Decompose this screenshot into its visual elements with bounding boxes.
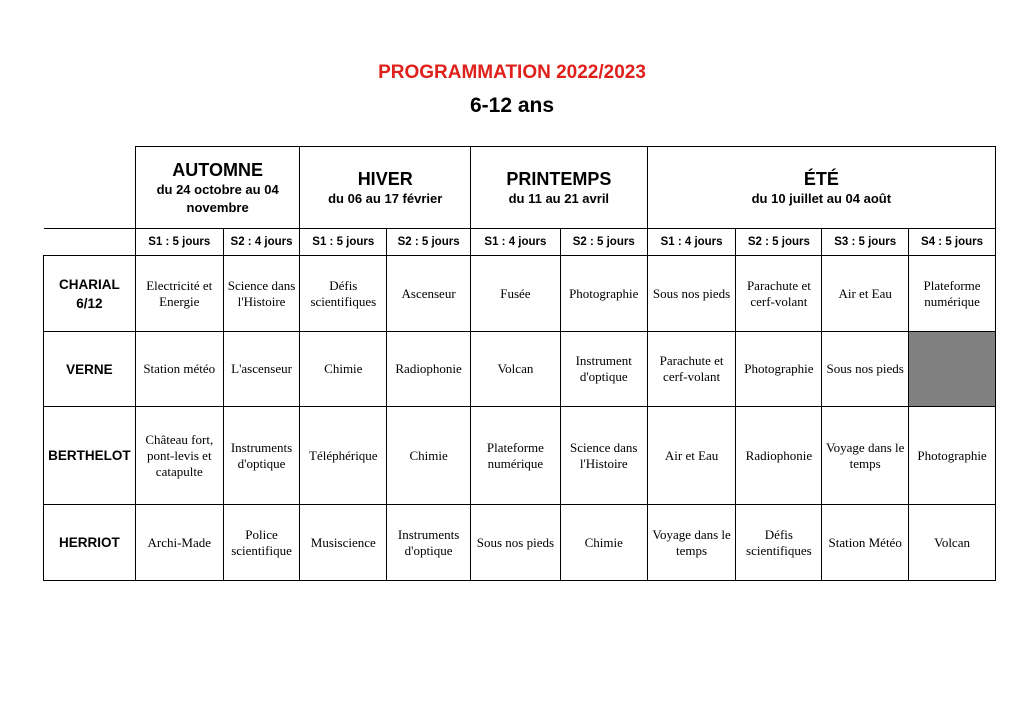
activity-cell: Défis scientifiques [736,505,822,581]
season-header-automne [135,147,300,229]
activity-cell: Radiophonie [736,407,822,505]
season-dates: du 10 juillet au 04 août [751,190,892,206]
schedule-table [43,146,996,581]
corner-cell [44,147,136,229]
empty-cell [909,332,996,407]
session-header: S3 : 5 jours [822,229,909,256]
activity-cell: Sous nos pieds [647,256,736,332]
session-header: S1 : 5 jours [135,229,223,256]
activity-cell: Fusée [471,256,561,332]
session-header: S1 : 4 jours [471,229,561,256]
school-name: HERRIOT [44,505,136,581]
season-name: ÉTÉ [803,168,839,189]
activity-cell: Instrument d'optique [560,332,647,407]
table-row [44,332,996,407]
activity-cell: Science dans l'Histoire [560,407,647,505]
table-row [44,256,996,332]
activity-cell: Voyage dans le temps [647,505,736,581]
session-header: S2 : 5 jours [387,229,471,256]
season-header-hiver [300,147,471,229]
season-dates: du 06 au 17 février [328,190,443,206]
activity-cell: Science dans l'Histoire [223,256,300,332]
session-header: S2 : 4 jours [223,229,300,256]
school-name: VERNE [44,332,136,407]
session-header: S2 : 5 jours [560,229,647,256]
activity-cell: Chimie [300,332,387,407]
season-name: HIVER [357,168,413,189]
activity-cell: Archi-Made [135,505,223,581]
activity-cell: Radiophonie [387,332,471,407]
activity-cell: Chimie [560,505,647,581]
activity-cell: Sous nos pieds [471,505,561,581]
activity-cell: Musiscience [300,505,387,581]
page-title: PROGRAMMATION 2022/2023 [378,62,646,83]
table-row [44,407,996,505]
activity-cell: Défis scientifiques [300,256,387,332]
season-header-ete [647,147,995,229]
activity-cell: Plateforme numérique [471,407,561,505]
activity-cell: Château fort, pont-levis et catapulte [135,407,223,505]
session-header: S1 : 4 jours [647,229,736,256]
activity-cell: Volcan [471,332,561,407]
season-dates: du 11 au 21 avril [508,190,610,206]
school-name: CHARIAL 6/12 [44,256,136,332]
activity-cell: Air et Eau [822,256,909,332]
activity-cell: Photographie [560,256,647,332]
activity-cell: Parachute et cerf-volant [647,332,736,407]
season-name: PRINTEMPS [506,168,612,189]
activity-cell: Station Météo [822,505,909,581]
activity-cell: Chimie [387,407,471,505]
activity-cell: Instruments d'optique [387,505,471,581]
activity-cell: Parachute et cerf-volant [736,256,822,332]
activity-cell: Police scientifique [223,505,300,581]
session-header: S1 : 5 jours [300,229,387,256]
season-dates: du 24 octobre au 04 novembre [156,181,279,215]
season-header-printemps [471,147,648,229]
activity-cell: Téléphérique [300,407,387,505]
session-header-row [44,229,996,256]
activity-cell: Volcan [909,505,996,581]
school-name: BERTHELOT [44,407,136,505]
activity-cell: Voyage dans le temps [822,407,909,505]
session-header: S4 : 5 jours [909,229,996,256]
corner-cell [44,229,136,256]
activity-cell: Photographie [736,332,822,407]
session-header: S2 : 5 jours [736,229,822,256]
activity-cell: Station météo [135,332,223,407]
season-name: AUTOMNE [172,159,263,180]
activity-cell: Air et Eau [647,407,736,505]
activity-cell: Ascenseur [387,256,471,332]
table-row [44,505,996,581]
activity-cell: Instruments d'optique [223,407,300,505]
activity-cell: L'ascenseur [223,332,300,407]
activity-cell: Electricité et Energie [135,256,223,332]
activity-cell: Sous nos pieds [822,332,909,407]
page-subtitle: 6-12 ans [469,94,555,117]
activity-cell: Plateforme numérique [909,256,996,332]
activity-cell: Photographie [909,407,996,505]
season-header-row [44,147,996,229]
